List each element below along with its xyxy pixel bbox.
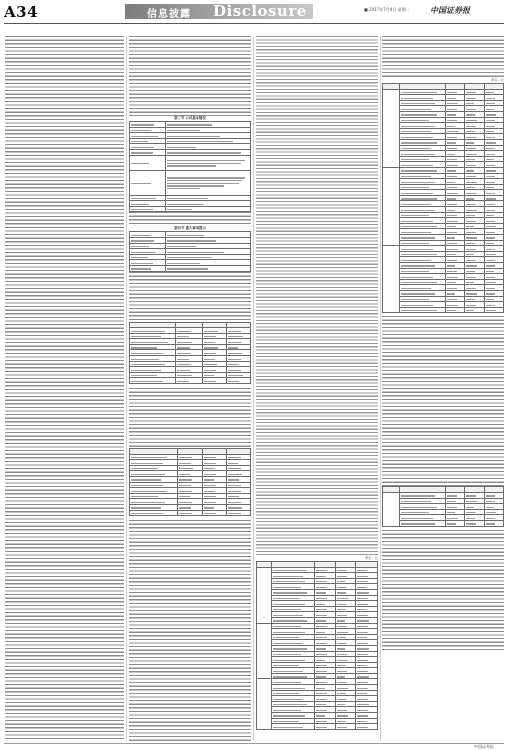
column-divider xyxy=(253,36,254,741)
column-4 xyxy=(382,36,504,741)
table-unit: 单位：元 xyxy=(365,556,378,560)
company-info-table-section xyxy=(129,116,251,212)
table-title: 第四节 重大事项提示 xyxy=(174,226,206,231)
income-table-section xyxy=(382,78,504,313)
body-text-block xyxy=(256,36,378,556)
dateline: ■ 2017年7月4日 星期二 xyxy=(364,7,410,12)
footer-rule xyxy=(4,743,504,744)
major-matters-table xyxy=(129,231,251,271)
balance-sheet-section xyxy=(256,556,378,730)
body-text-block xyxy=(129,212,251,226)
table-title: 第三节 公司基本情况 xyxy=(174,116,206,120)
financial-table-section xyxy=(129,322,251,385)
table-unit: 单位：元 xyxy=(491,78,504,82)
column-1 xyxy=(5,36,124,741)
column-divider xyxy=(126,36,127,741)
page-header xyxy=(0,0,508,24)
header-rule xyxy=(4,23,504,24)
column-divider xyxy=(380,36,381,741)
major-matters-table-section xyxy=(129,226,251,271)
body-text-block xyxy=(5,36,124,741)
body-text-block xyxy=(129,520,251,741)
financial-table-section xyxy=(129,448,251,516)
column-2 xyxy=(129,36,251,741)
column-3 xyxy=(256,36,378,741)
company-info-table xyxy=(129,121,251,212)
body-text-block xyxy=(129,388,251,448)
balance-sheet-table xyxy=(256,561,378,730)
body-text-block xyxy=(129,272,251,322)
page-number: A34 xyxy=(4,3,39,21)
masthead-logo: 中国证券报 xyxy=(430,5,470,15)
body-text-block xyxy=(382,530,504,650)
body-text-block xyxy=(129,36,251,116)
income-statement-table xyxy=(382,83,504,313)
summary-table-section xyxy=(382,486,504,526)
footer-mark: 中国证券报 xyxy=(474,744,494,749)
financial-data-table xyxy=(129,448,251,516)
section-title-en: Disclosure xyxy=(213,2,307,20)
financial-data-table xyxy=(129,322,251,385)
section-title-cn: 信息披露 xyxy=(147,9,191,20)
body-text-block xyxy=(382,36,504,78)
summary-table xyxy=(382,486,504,526)
body-text-block xyxy=(382,316,504,486)
